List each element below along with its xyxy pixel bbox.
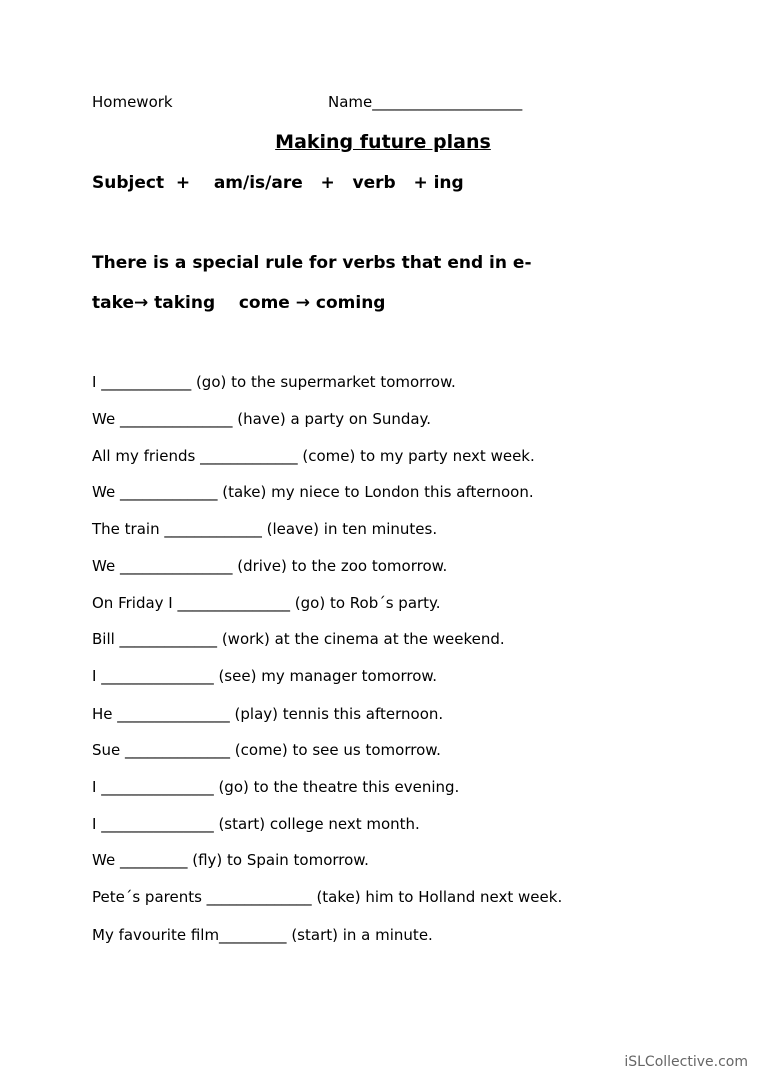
exercise-sentence: We _________ (fly) to Spain tomorrow. [92,851,369,869]
exercise-sentence: All my friends _____________ (come) to my party next week. [92,447,535,465]
exercise-sentence: Sue ______________ (come) to see us tomorrow. [92,741,441,759]
homework-label: Homework [92,93,173,111]
name-field: Name____________________ [328,93,523,111]
grammar-formula: Subject + am/is/are + verb + ing [92,173,464,193]
exercise-sentence: We _____________ (take) my niece to London this afternoon. [92,483,534,501]
spelling-example: take→ taking come → coming [92,293,386,313]
exercise-sentence: My favourite film_________ (start) in a minute. [92,926,433,944]
exercise-sentence: Pete´s parents ______________ (take) him to Holland next week. [92,888,563,906]
exercise-sentence: I _______________ (start) college next month. [92,815,420,833]
exercise-sentence: We _______________ (have) a party on Sunday. [92,410,432,428]
exercise-sentence: The train _____________ (leave) in ten minutes. [92,520,438,538]
exercise-sentence: I ____________ (go) to the supermarket tomorrow. [92,373,456,391]
exercise-sentence: I _______________ (go) to the theatre this evening. [92,778,460,796]
exercise-sentence: We _______________ (drive) to the zoo tomorrow. [92,557,448,575]
watermark: iSLCollective.com [624,1054,748,1070]
spelling-rule: There is a special rule for verbs that end in e- [92,253,532,273]
exercise-sentence: Bill _____________ (work) at the cinema at the weekend. [92,630,505,648]
exercise-sentence: On Friday I _______________ (go) to Rob´s party. [92,594,441,612]
worksheet-title: Making future plans [275,131,491,153]
exercise-sentence: I _______________ (see) my manager tomorrow. [92,667,438,685]
exercise-sentence: He _______________ (play) tennis this afternoon. [92,705,444,723]
